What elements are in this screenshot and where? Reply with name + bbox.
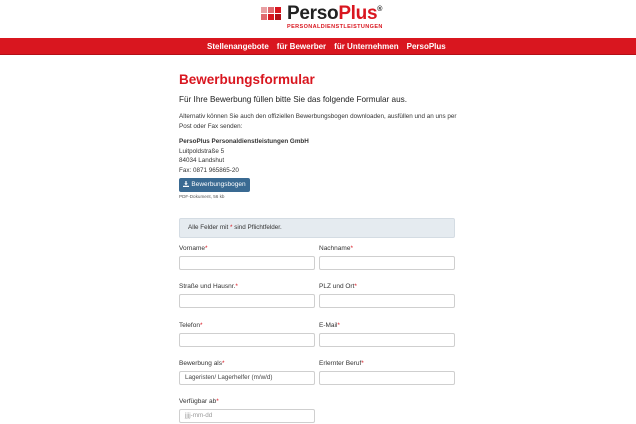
verfuegbar-label: Verfügbar ab* [179,398,219,405]
download-label: Bewerbungsbogen [191,181,246,188]
nav-stellenangebote[interactable]: Stellenangebote [207,42,269,51]
telefon-input[interactable] [179,333,315,347]
plz-ort-label: PLZ und Ort* [319,283,357,290]
logo-subtitle: PERSONALDIENSTLEISTUNGEN [287,24,383,30]
nav-persoplus[interactable]: PersoPlus [406,42,446,51]
email-input[interactable] [319,333,455,347]
intro-text: Für Ihre Bewerbung füllen bitte Sie das folgende Formular aus. [179,95,408,104]
strasse-input[interactable] [179,294,315,308]
beruf-input[interactable] [319,371,455,385]
nachname-label: Nachname* [319,245,353,252]
download-note: PDF-Dokument, 56 kb [179,194,225,199]
bewerbung-als-input[interactable]: Lageristen/ Lagerhelfer (m/w/d) [179,371,315,385]
bewerbung-als-label: Bewerbung als* [179,360,225,367]
required-notice: Alle Felder mit * sind Pflichtfelder. [179,218,455,238]
download-form-button[interactable] [179,178,250,192]
vorname-label: Vorname* [179,245,208,252]
address-fax: Fax: 0871 965865-20 [179,166,239,174]
logo-squares-icon [261,7,285,23]
alternative-text: Alternativ können Sie auch den offiziellen Bewerbungsbogen downloaden, ausfüllen und an uns per Post oder Fax senden: [179,113,457,130]
verfuegbar-date-input[interactable]: jjjj-mm-dd [179,409,315,423]
telefon-label: Telefon* [179,322,203,329]
download-icon [183,181,189,187]
nav-fuer-bewerber[interactable]: für Bewerber [276,42,327,51]
beruf-label: Erlernter Beruf* [319,360,364,367]
main-navbar [0,38,636,55]
persoplus-logo[interactable] [261,3,383,31]
nav-fuer-unternehmen[interactable]: für Unternehmen [334,42,399,51]
page-title: Bewerbungsformular [179,72,315,87]
logo-wordmark: PersoPlus® [287,3,383,24]
company-address [179,137,309,175]
email-label: E-Mail* [319,322,340,329]
address-street: Luitpoldstraße 5 [179,147,225,155]
plz-ort-input[interactable] [319,294,455,308]
address-company: PersoPlus Personaldienstleistungen GmbH [179,138,309,145]
nachname-input[interactable] [319,256,455,270]
site-header [0,0,636,38]
strasse-label: Straße und Hausnr.* [179,283,238,290]
address-city: 84034 Landshut [179,157,225,164]
vorname-input[interactable] [179,256,315,270]
